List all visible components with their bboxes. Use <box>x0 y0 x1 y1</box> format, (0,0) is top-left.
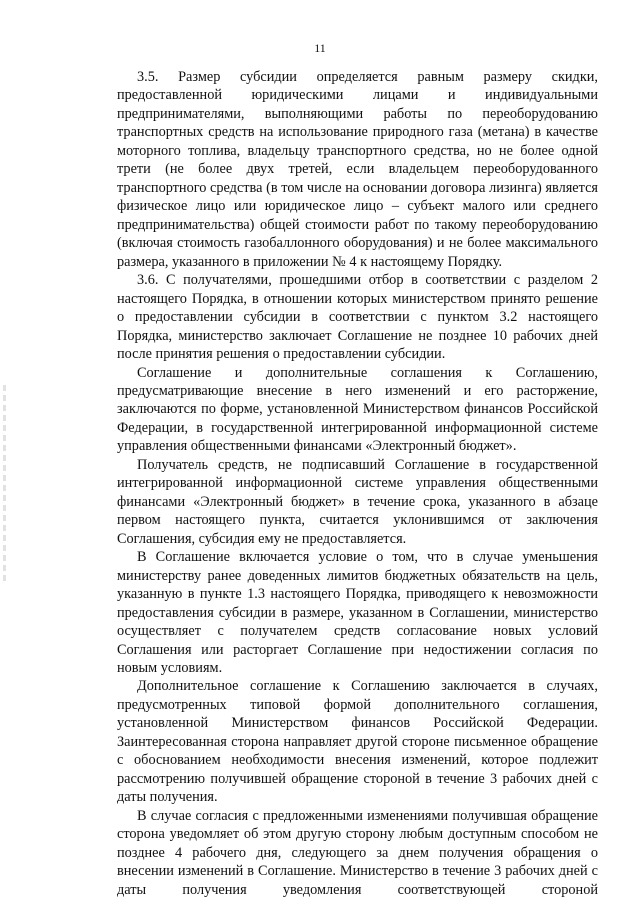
paragraph-recipient-unsigned: Получатель средств, не подписавший Соглашение в государственной интегрированной информационной системе управления общественными финансами «Электронный бюджет» в течение срока, указанного в абзаце первом настоящего пункта, считается уклонившимся от заключения Соглашения, субсидия ему не предоставляется. <box>117 456 598 547</box>
document-body <box>117 68 598 899</box>
scan-margin-mark <box>3 385 6 585</box>
paragraph-limits-reduction: В Соглашение включается условие о том, что в случае уменьшения министерству ранее доведенных лимитов бюджетных обязательств на цель, указанную в пункте 1.3 настоящего Порядка, приводящего к невозможности предоставления субсидии в размере, указанном в Соглашении, министерство осуществляет с получателем средств согласование новых условий Соглашения или расторгает Соглашение при недостижении согласия по новым условиям. <box>117 549 598 676</box>
page-number: 11 <box>314 41 326 55</box>
paragraph-agreement-form: Соглашение и дополнительные соглашения к Соглашению, предусматривающие внесение в него изменений и его расторжение, заключаются по форме, установленной Министерством финансов Российской Федерации, в государственной интегрированной информационной системе управления общественными финансами «Электронный бюджет». <box>117 364 598 455</box>
paragraph-3-6: 3.6. С получателями, прошедшими отбор в соответствии с разделом 2 настоящего Порядка, в отношении которых министерством принято решение о предоставлении субсидии в соответствии с пунктом 3.2 настоящего Порядка, министерство заключает Соглашение не позднее 10 рабочих дней после принятия решения о предоставлении субсидии. <box>117 272 598 363</box>
paragraph-consent-changes: В случае согласия с предложенными изменениями получившая обращение сторона уведомляет об этом другую сторону любым доступным способом не позднее 4 рабочего дня, следующего за днем получения обращения о внесении изменений в Соглашение. Министерство в течение 3 рабочих дней с даты получения уведомления соответствующей стороной <box>117 807 598 898</box>
paragraph-3-5: 3.5. Размер субсидии определяется равным размеру скидки, предоставленной юридическими лицами и индивидуальными предпринимателями, выполняющими работы по переоборудованию транспортных средств на использование природного газа (метана) в качестве моторного топлива, владельцу транспортного средства, но не более одной трети (не более двух третей, если владельцем переоборудованного транспортного средства (в том числе на основании договора лизинга) является физическое лицо или юридическое лицо – субъект малого или среднего предпринимательства) общей стоимости работ по такому переоборудованию (включая стоимость газобаллонного оборудования) и не более максимального размера, указанного в приложении № 4 к настоящему Порядку. <box>117 69 598 270</box>
paragraph-additional-agreement: Дополнительное соглашение к Соглашению заключается в случаях, предусмотренных типовой формой дополнительного соглашения, установленной Министерством финансов Российской Федерации. Заинтересованная сторона направляет другой стороне письменное обращение с обоснованием необходимости внесения изменений, которое подлежит рассмотрению получившей обращение стороной в течение 3 рабочих дней с даты получения. <box>117 678 598 806</box>
